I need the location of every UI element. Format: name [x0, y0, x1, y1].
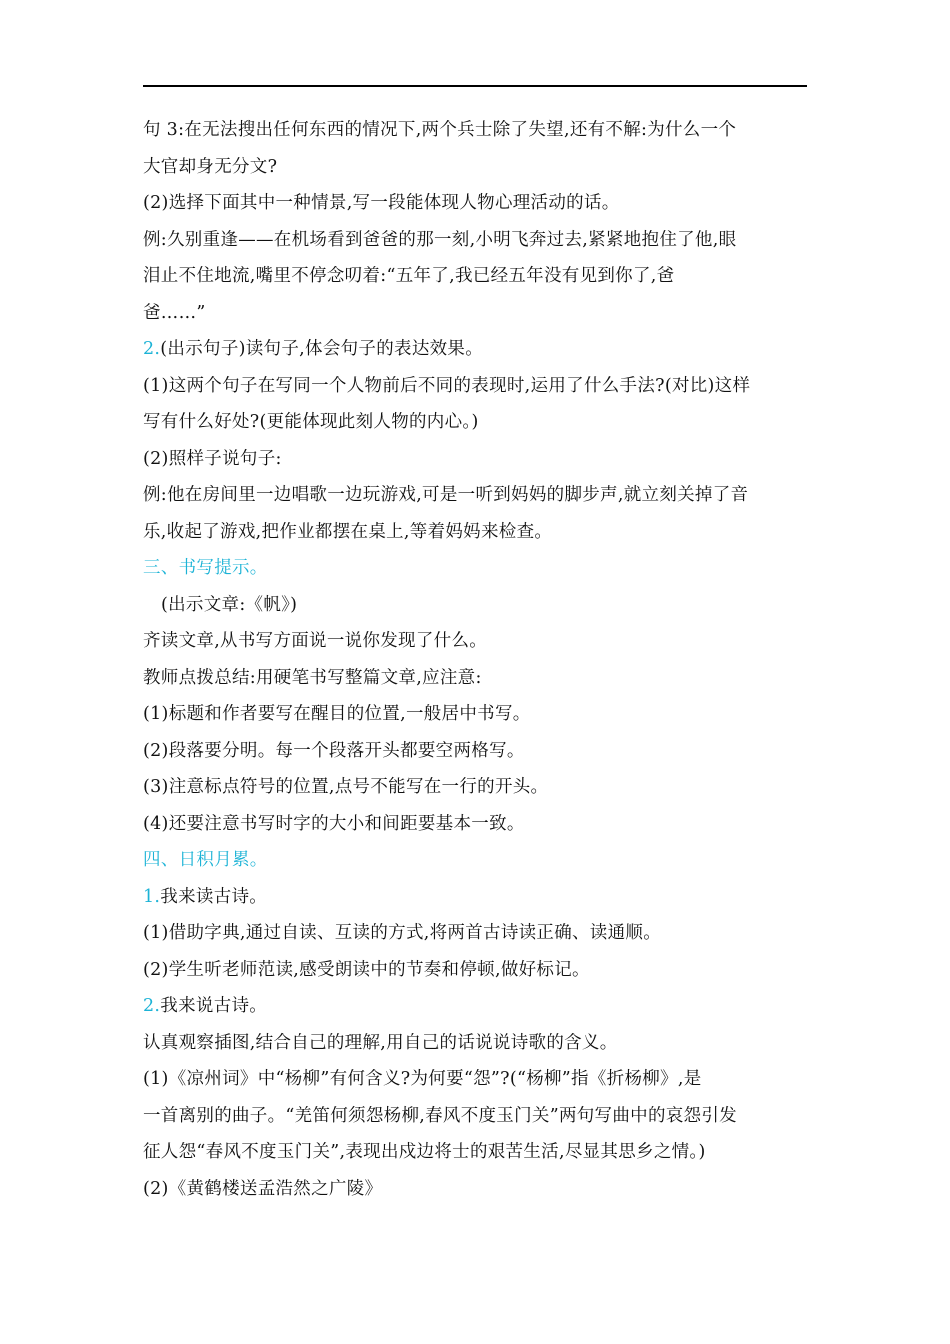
document-body	[143, 112, 813, 1207]
text-line: 泪止不住地流,嘴里不停念叨着:“五年了,我已经五年没有见到你了,爸	[143, 266, 675, 286]
text-line: (1)借助字典,通过自读、互读的方式,将两首古诗读正确、读通顺。	[143, 923, 662, 943]
text-line: 征人怨“春风不度玉门关”,表现出戍边将士的艰苦生活,尽显其思乡之情。)	[143, 1142, 706, 1162]
text-line: 例:久别重逢——在机场看到爸爸的那一刻,小明飞奔过去,紧紧地抱住了他,眼	[143, 229, 737, 250]
text-line: (2)学生听老师范读,感受朗读中的节奏和停顿,做好标记。	[143, 959, 590, 980]
section-heading: 四、日积月累。	[143, 850, 268, 870]
text-line: 写有什么好处?(更能体现此刻人物的内心。)	[143, 412, 479, 432]
text-line: 句 3:在无法搜出任何东西的情况下,两个兵士除了失望,还有不解:为什么一个	[143, 120, 737, 140]
text-line: (1)这两个句子在写同一个人物前后不同的表现时,运用了什么手法?(对比)这样	[143, 375, 751, 396]
numbered-item	[143, 988, 813, 1025]
text-line: (2)段落要分明。每一个段落开头都要空两格写。	[143, 740, 525, 761]
text-line: (2)照样子说句子:	[143, 448, 282, 469]
header-rule	[143, 85, 807, 87]
text-line: (2)选择下面其中一种情景,写一段能体现人物心理活动的话。	[143, 193, 620, 213]
text-line: 爸……”	[143, 302, 206, 323]
item-number: 2.	[143, 339, 161, 359]
text-line: (1)《凉州词》中“杨柳”有何含义?为何要“怨”?(“杨柳”指《折杨柳》,是	[143, 1069, 702, 1089]
numbered-item	[143, 879, 813, 916]
text-line: 大官却身无分文?	[143, 156, 278, 177]
text-line: 认真观察插图,结合自己的理解,用自己的话说说诗歌的含义。	[143, 1032, 618, 1053]
text-line: (1)标题和作者要写在醒目的位置,一般居中书写。	[143, 704, 531, 724]
text-line: 齐读文章,从书写方面说一说你发现了什么。	[143, 631, 488, 651]
item-number: 1.	[143, 886, 161, 907]
text-line: 乐,收起了游戏,把作业都摆在桌上,等着妈妈来检查。	[143, 521, 553, 542]
indented-line: (出示文章:《帆》)	[161, 594, 298, 615]
text-line: (4)还要注意书写时字的大小和间距要基本一致。	[143, 813, 525, 834]
item-text: 我来读古诗。	[160, 886, 268, 907]
text-line: (2)《黄鹤楼送孟浩然之广陵》	[143, 1178, 383, 1199]
numbered-item	[143, 331, 813, 368]
text-line: (3)注意标点符号的位置,点号不能写在一行的开头。	[143, 777, 549, 797]
item-text: (出示句子)读句子,体会句子的表达效果。	[160, 339, 484, 359]
text-line: 教师点拨总结:用硬笔书写整篇文章,应注意:	[143, 667, 482, 688]
text-line: 例:他在房间里一边唱歌一边玩游戏,可是一听到妈妈的脚步声,就立刻关掉了音	[143, 485, 749, 505]
item-number: 2.	[143, 996, 161, 1016]
item-text: 我来说古诗。	[160, 996, 268, 1016]
section-heading: 三、书写提示。	[143, 558, 268, 578]
text-line: 一首离别的曲子。“羌笛何须怨杨柳,春风不度玉门关”两句写曲中的哀怨引发	[143, 1105, 737, 1126]
